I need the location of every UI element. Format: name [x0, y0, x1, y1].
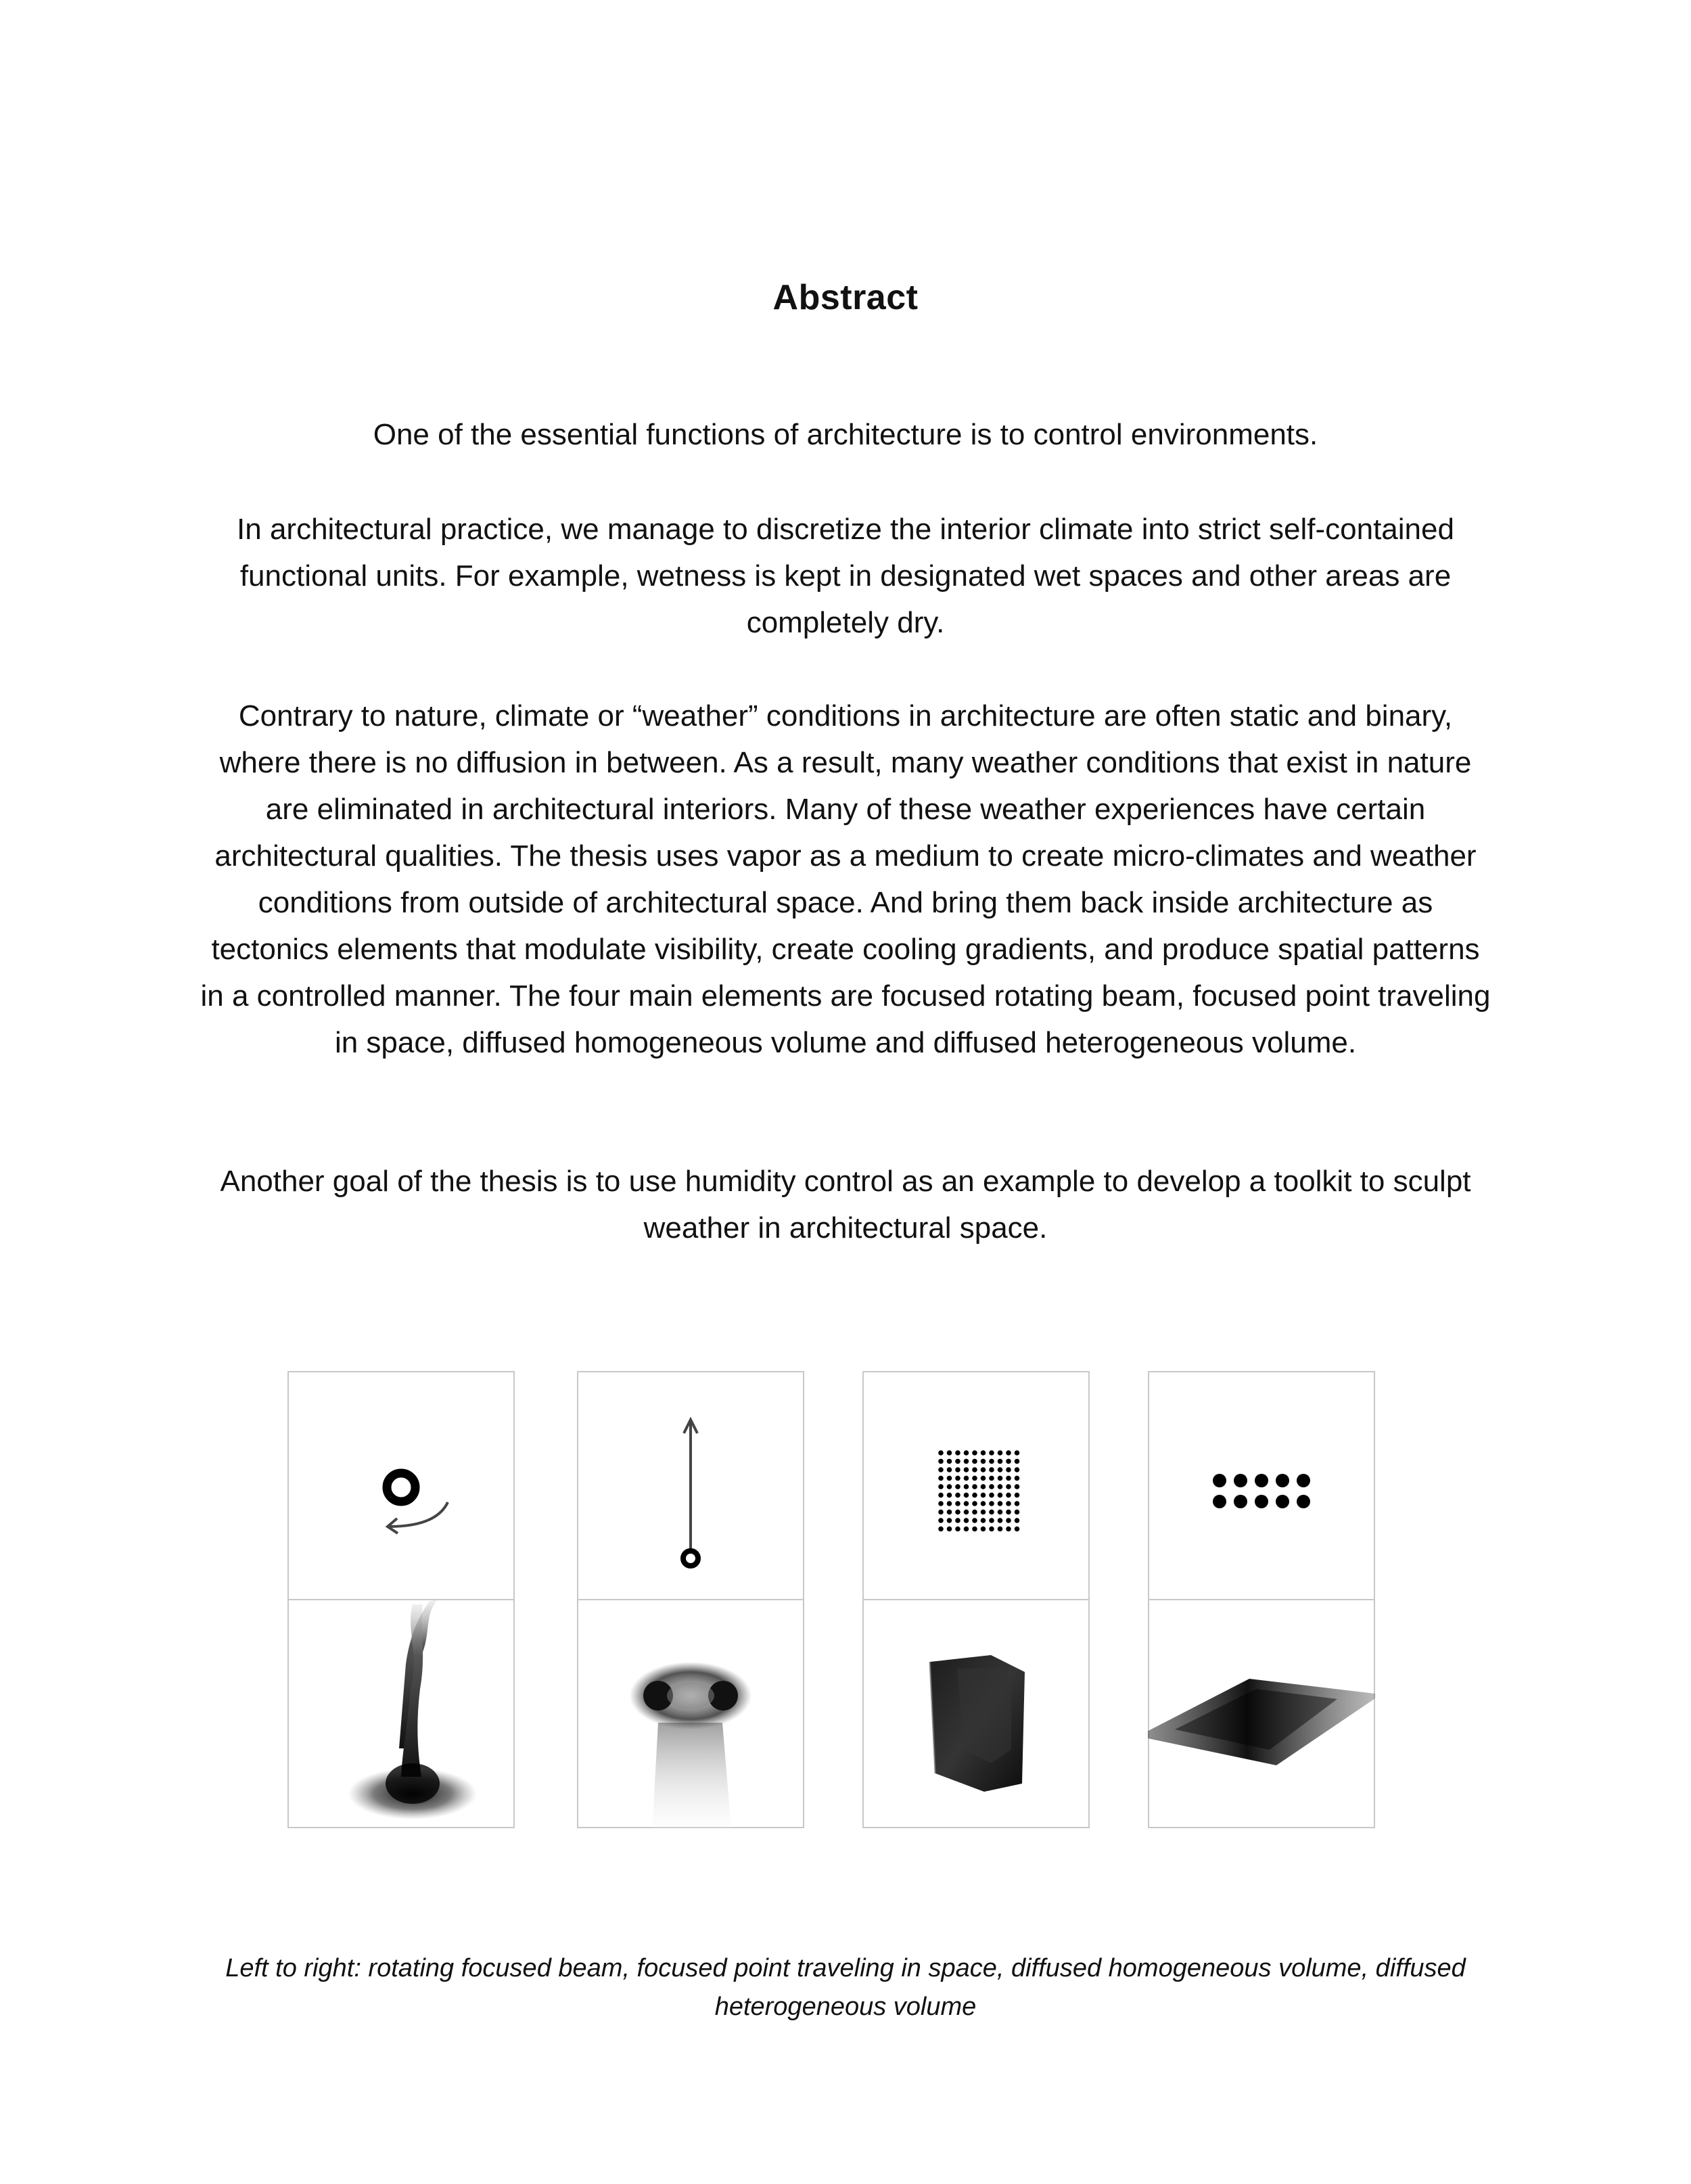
vapor-cube-photo: [930, 1655, 1025, 1792]
grid-dot: [1276, 1495, 1289, 1508]
grid-dot: [1015, 1510, 1020, 1515]
grid-dot: [964, 1450, 969, 1456]
paragraph-3: Contrary to nature, climate or “weather” conditions in architecture are often static and binary, where there is no diffusion in between. As a result, many weather conditions that exist in nature are eliminated in architectural interiors. Many of these weather experiences have certain architectural qualities. The thesis uses vapor as a medium to create micro-climates and weather conditions from outside of architectural space. And bring them back inside architecture as tectonics elements that modulate visibility, create cooling gradients, and produce spatial patterns in a controlled manner. The four main elements are focused rotating beam, focused point traveling in space, diffused homogeneous volume and diffused heterogeneous volume.: [200, 699, 1491, 1059]
grid-dot: [998, 1518, 1003, 1523]
grid-dot: [938, 1510, 944, 1515]
grid-dot: [981, 1510, 986, 1515]
grid-dot: [947, 1476, 952, 1481]
grid-dot: [989, 1518, 994, 1523]
grid-dot: [955, 1467, 960, 1472]
grid-dot: [1213, 1474, 1226, 1487]
grid-dot: [972, 1501, 977, 1506]
grid-dot: [989, 1476, 994, 1481]
grid-dot: [981, 1467, 986, 1472]
grid-dot: [938, 1467, 944, 1472]
grid-dot: [998, 1527, 1003, 1532]
grid-dot: [1234, 1495, 1247, 1508]
grid-dot: [947, 1518, 952, 1523]
paragraph-1: One of the essential functions of architecture is to control environments.: [373, 418, 1318, 451]
grid-dot: [938, 1484, 944, 1489]
grid-dot: [981, 1493, 986, 1498]
grid-dot: [955, 1450, 960, 1456]
figure-panel-1: [287, 1371, 515, 1828]
grid-dot: [947, 1527, 952, 1532]
grid-dot: [989, 1484, 994, 1489]
grid-dot: [1213, 1495, 1226, 1508]
grid-dot: [989, 1510, 994, 1515]
grid-dot: [989, 1501, 994, 1506]
grid-dot: [1006, 1476, 1011, 1481]
grid-dot: [1297, 1495, 1310, 1508]
grid-dot: [981, 1518, 986, 1523]
grid-dot: [981, 1459, 986, 1464]
grid-dot: [989, 1527, 994, 1532]
grid-dot: [981, 1450, 986, 1456]
grid-dot: [1015, 1493, 1020, 1498]
grid-dot: [972, 1510, 977, 1515]
grid-dot: [1015, 1459, 1020, 1464]
grid-dot: [947, 1493, 952, 1498]
grid-dot: [998, 1510, 1003, 1515]
grid-dot: [989, 1467, 994, 1472]
grid-dot: [972, 1459, 977, 1464]
grid-dot: [1015, 1450, 1020, 1456]
grid-dot: [964, 1510, 969, 1515]
grid-dot: [955, 1518, 960, 1523]
grid-dot: [989, 1450, 994, 1456]
grid-dot: [947, 1459, 952, 1464]
grid-dot: [998, 1467, 1003, 1472]
grid-dot: [938, 1493, 944, 1498]
grid-dot: [1255, 1495, 1268, 1508]
grid-dot: [1015, 1501, 1020, 1506]
grid-dot: [972, 1518, 977, 1523]
grid-dot: [998, 1476, 1003, 1481]
grid-dot: [964, 1493, 969, 1498]
figure-panel-2: [577, 1371, 804, 1828]
grid-dot: [972, 1467, 977, 1472]
grid-dot: [947, 1467, 952, 1472]
grid-dot: [938, 1518, 944, 1523]
grid-dot: [972, 1450, 977, 1456]
grid-dot: [1234, 1474, 1247, 1487]
grid-dot: [972, 1493, 977, 1498]
figure-panels: [0, 1371, 1691, 1858]
grid-dot: [1297, 1474, 1310, 1487]
page-title: Abstract: [772, 278, 919, 317]
grid-dot: [964, 1467, 969, 1472]
paragraph-4: Another goal of the thesis is to use humidity control as an example to develop a toolkit to sculpt weather in architectural space.: [220, 1165, 1471, 1245]
grid-dot: [938, 1459, 944, 1464]
grid-dot: [1015, 1467, 1020, 1472]
grid-dot: [1006, 1518, 1011, 1523]
grid-dot: [955, 1501, 960, 1506]
grid-dot: [964, 1484, 969, 1489]
grid-dot: [981, 1501, 986, 1506]
grid-dot: [938, 1450, 944, 1456]
grid-dot: [1006, 1510, 1011, 1515]
grid-dot: [989, 1493, 994, 1498]
grid-dot: [1006, 1450, 1011, 1456]
grid-dot: [955, 1493, 960, 1498]
grid-dot: [1006, 1467, 1011, 1472]
grid-dot: [998, 1493, 1003, 1498]
grid-dot: [947, 1484, 952, 1489]
grid-dot: [998, 1501, 1003, 1506]
grid-dot: [1015, 1476, 1020, 1481]
grid-dot: [1015, 1527, 1020, 1532]
grid-dot: [981, 1484, 986, 1489]
grid-dot: [964, 1501, 969, 1506]
grid-dot: [972, 1527, 977, 1532]
grid-dot: [938, 1501, 944, 1506]
grid-dot: [964, 1527, 969, 1532]
grid-dot: [998, 1459, 1003, 1464]
grid-dot: [1006, 1493, 1011, 1498]
grid-dot: [998, 1484, 1003, 1489]
grid-dot: [989, 1459, 994, 1464]
grid-dot: [938, 1527, 944, 1532]
grid-dot: [955, 1484, 960, 1489]
paragraph-2: In architectural practice, we manage to discretize the interior climate into strict self-contained functional units. For example, wetness is kept in designated wet spaces and other areas are completely dry.: [237, 513, 1454, 639]
grid-dot: [1006, 1459, 1011, 1464]
grid-dot: [955, 1476, 960, 1481]
figure-panel-3: [862, 1371, 1090, 1828]
grid-dot: [955, 1527, 960, 1532]
grid-dot: [938, 1476, 944, 1481]
grid-dot: [947, 1450, 952, 1456]
grid-dot: [1015, 1518, 1020, 1523]
figure-caption: Left to right: rotating focused beam, focused point traveling in space, diffused homogeneous volume, diffused heterogeneous volume: [225, 1954, 1466, 2021]
grid-dot: [964, 1459, 969, 1464]
grid-dot: [972, 1484, 977, 1489]
grid-dot: [955, 1510, 960, 1515]
grid-dot: [1006, 1484, 1011, 1489]
grid-dot: [998, 1450, 1003, 1456]
grid-dot: [981, 1527, 986, 1532]
grid-dot: [1006, 1527, 1011, 1532]
grid-dot: [1015, 1484, 1020, 1489]
grid-dot: [947, 1501, 952, 1506]
grid-dot: [1276, 1474, 1289, 1487]
grid-dot: [981, 1476, 986, 1481]
grid-dot: [964, 1476, 969, 1481]
grid-dot: [1255, 1474, 1268, 1487]
grid-dot: [1006, 1501, 1011, 1506]
grid-dot: [955, 1459, 960, 1464]
grid-dot: [972, 1476, 977, 1481]
figure-panel-4: [1148, 1371, 1375, 1828]
grid-dot: [947, 1510, 952, 1515]
grid-dot: [964, 1518, 969, 1523]
